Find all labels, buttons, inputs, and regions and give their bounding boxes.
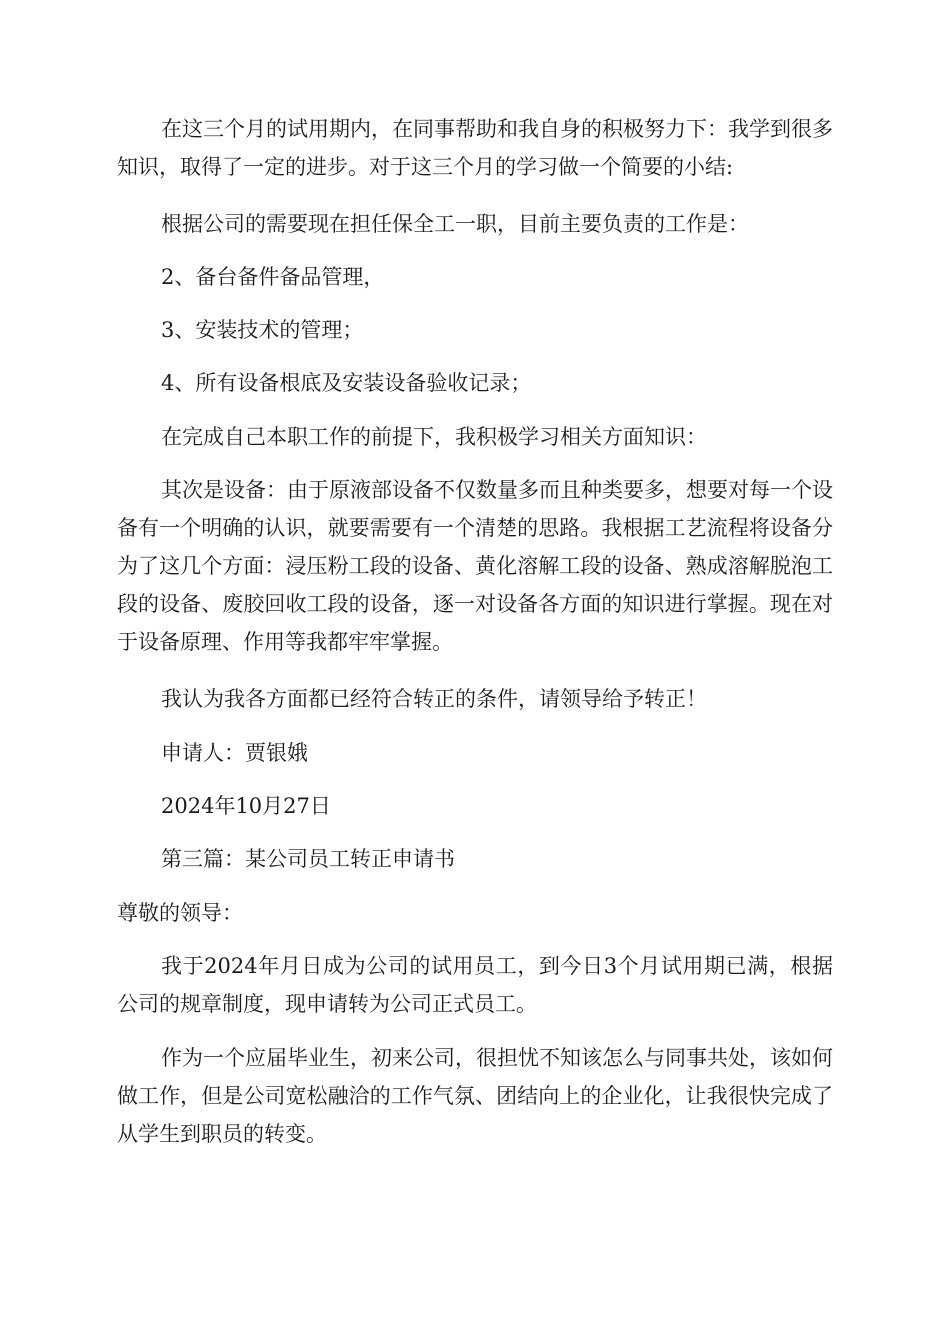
paragraph-applicant: 申请人：贾银娥 <box>161 741 308 765</box>
paragraph-probation: 我于2024年月日成为公司的试用员工，到今日3个月试用期已满，根据公司的规章制度，现申请转为公司正式员工。 <box>117 954 833 1016</box>
paragraph-item-2: 2、备台备件备品管理， <box>161 265 385 289</box>
paragraph-equipment: 其次是设备：由于原液部设备不仅数量多而且种类要多，想要对每一个设备有一个明确的认识，就要需要有一个清楚的思路。我根据工艺流程将设备分为了这几个方面：浸压粉工段的设备、黄化溶解工段的设备、熟成溶解脱泡工段的设备、废胶回收工段的设备，逐一对设备各方面的知识进行掌握。现在对于设备原理、作用等我都牢牢掌握。 <box>117 478 833 654</box>
paragraph-item-3: 3、安装技术的管理； <box>161 318 364 342</box>
paragraph-item-4: 4、所有设备根底及安装设备验收记录； <box>161 371 532 395</box>
paragraph-salutation: 尊敬的领导： <box>117 901 243 925</box>
paragraph-study: 在完成自己本职工作的前提下，我积极学习相关方面知识： <box>161 425 707 449</box>
paragraph-request: 我认为我各方面都已经符合转正的条件，请领导给予转正！ <box>161 687 707 711</box>
paragraph-duties-intro: 根据公司的需要现在担任保全工一职，目前主要负责的工作是： <box>161 212 749 236</box>
paragraph-graduate: 作为一个应届毕业生，初来公司，很担忧不知该怎么与同事共处，该如何做工作，但是公司宽松融洽的工作气氛、团结向上的企业化，让我很快完成了从学生到职员的转变。 <box>117 1046 833 1146</box>
paragraph-date: 2024年10月27日 <box>161 794 331 818</box>
paragraph-section-title: 第三篇：某公司员工转正申请书 <box>161 847 455 871</box>
paragraph-intro: 在这三个月的试用期内，在同事帮助和我自身的积极努力下：我学到很多知识，取得了一定的进步。对于这三个月的学习做一个简要的小结: <box>117 117 833 179</box>
